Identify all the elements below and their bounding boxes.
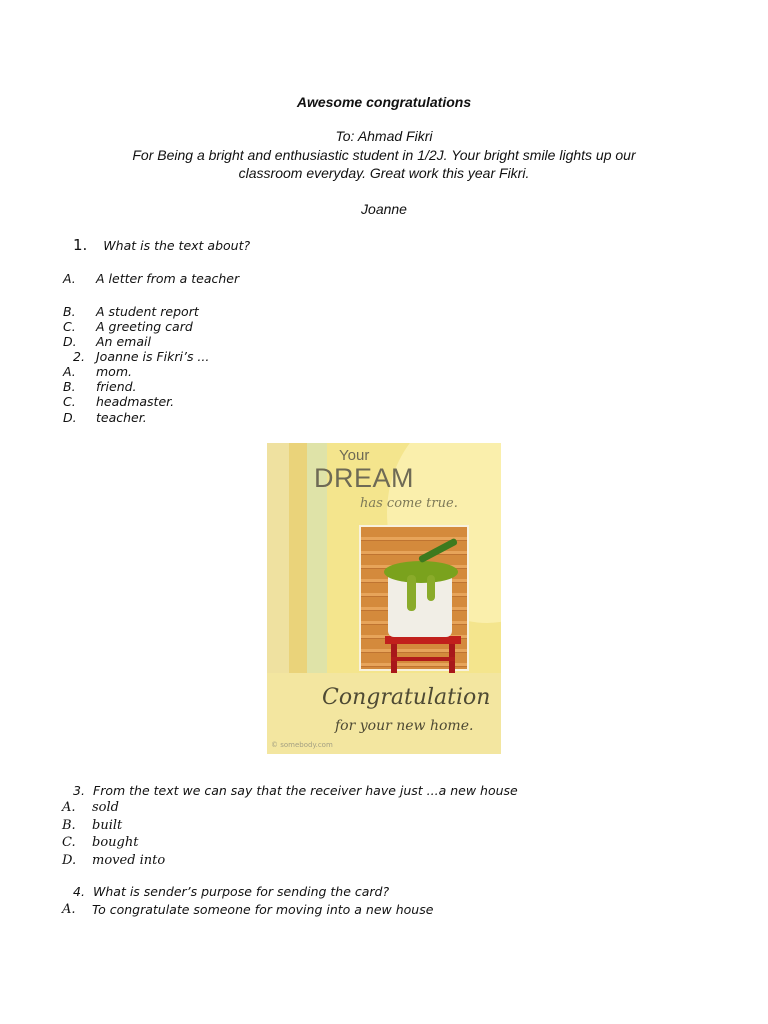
option-2b: B. <box>63 379 76 394</box>
card-line-has-come-true: has come true. <box>360 496 458 511</box>
option-3b-text: built <box>92 818 123 833</box>
question-number: 1. <box>73 236 88 254</box>
card-body-line-1: For Being a bright and enthusiastic student in 1/2J. Your bright smile lights up our <box>132 147 636 163</box>
option-letter: D. <box>63 334 77 349</box>
paint-drip <box>427 575 435 601</box>
stool-seat <box>385 636 461 644</box>
congratulation-card-image <box>267 443 501 754</box>
option-1a-text: A letter from a teacher <box>96 271 240 286</box>
option-3a-text: sold <box>92 800 119 815</box>
option-3d: D. <box>62 853 77 868</box>
option-2d: D. <box>63 410 77 425</box>
green-paint <box>384 561 458 583</box>
option-1c <box>63 319 76 334</box>
option-2c: C. <box>63 394 76 409</box>
card-title: Awesome congratulations <box>296 94 472 110</box>
card-credit: © somebody.com <box>271 741 333 749</box>
option-letter: C. <box>63 319 76 334</box>
option-2d-text: teacher. <box>96 410 147 425</box>
question-2-text: Joanne is Fikri’s ... <box>96 349 210 364</box>
card-line-congratulation: Congratulation <box>322 685 491 710</box>
option-1a <box>63 271 76 286</box>
option-2a: A. <box>63 364 76 379</box>
option-1b-text: A student report <box>96 304 199 319</box>
question-4-number: 4. <box>73 884 85 899</box>
option-letter: B. <box>63 304 76 319</box>
option-2c-text: headmaster. <box>96 394 175 409</box>
card-signature: Joanne <box>361 201 407 217</box>
card-line-dream: DREAM <box>314 463 415 493</box>
option-4a: A. <box>62 902 76 917</box>
option-3b: B. <box>62 818 76 833</box>
card-body-line-2: classroom everyday. Great work this year Fikri. <box>238 165 530 181</box>
question-2-number: 2. <box>73 349 85 364</box>
option-2a-text: mom. <box>96 364 132 379</box>
option-1d <box>63 334 77 349</box>
question-text: What is the text about? <box>103 238 251 253</box>
card-to-line: To: Ahmad Fikri <box>335 128 433 144</box>
option-3d-text: moved into <box>92 853 166 868</box>
question-3-number: 3. <box>73 783 85 798</box>
question-1 <box>73 236 250 254</box>
card-line-your: Your <box>339 447 370 464</box>
paint-drip <box>407 575 416 611</box>
stool-bar <box>391 657 455 661</box>
option-1c-text: A greeting card <box>96 319 193 334</box>
card-line-new-home: for your new home. <box>335 718 474 734</box>
option-3a: A. <box>62 800 76 815</box>
option-3c-text: bought <box>92 835 139 850</box>
option-2b-text: friend. <box>96 379 137 394</box>
question-3-text: From the text we can say that the receiver have just ...a new house <box>93 783 518 798</box>
option-3c: C. <box>62 835 76 850</box>
question-4-text: What is sender’s purpose for sending the card? <box>93 884 390 899</box>
option-letter: A. <box>63 271 76 286</box>
option-1d-text: An email <box>96 334 151 349</box>
option-1b <box>63 304 76 319</box>
option-4a-text: To congratulate someone for moving into a new house <box>92 902 434 917</box>
